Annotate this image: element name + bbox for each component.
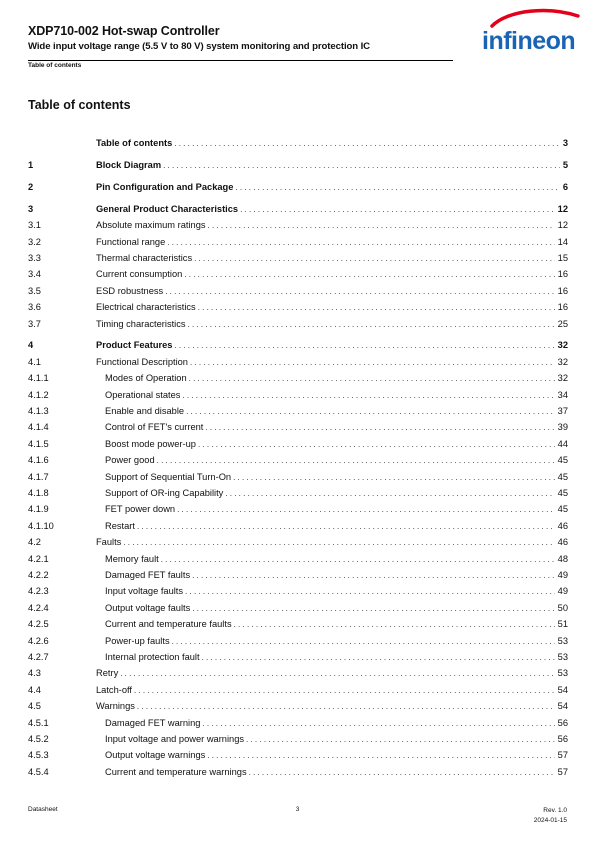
toc-entry-number: 3.3: [28, 252, 41, 263]
toc-dot-leader: [202, 717, 554, 731]
toc-entry[interactable]: [28, 180, 568, 194]
toc-entry[interactable]: [28, 420, 568, 434]
toc-entry-number: 4.5: [28, 701, 41, 712]
toc-entry-page: 5: [562, 159, 568, 170]
toc-entry-page: 32: [557, 340, 568, 351]
toc-entry-link[interactable]: [96, 251, 568, 266]
toc-entry-title: Table of contents: [96, 138, 173, 148]
toc-entry-link[interactable]: [105, 404, 568, 419]
footer-page-number: 3: [295, 806, 300, 813]
toc-entry-title: Power-up faults: [105, 635, 170, 646]
toc-entry-title: Memory fault: [105, 553, 159, 564]
header-divider: [28, 60, 453, 61]
toc-entry-page: 48: [557, 553, 568, 564]
toc-entry-link[interactable]: [96, 202, 568, 217]
toc-entry[interactable]: [28, 453, 568, 467]
toc-entry-link[interactable]: [96, 699, 568, 714]
toc-entry-link[interactable]: [96, 267, 568, 282]
toc-entry-title: Support of OR-ing Capability: [105, 488, 224, 498]
toc-entry-link[interactable]: [105, 502, 568, 517]
document-subtitle: Wide input voltage range (5.5 V to 80 V) system monitoring and protection IC: [28, 41, 370, 52]
document-title: XDP710-002 Hot-swap Controller: [28, 24, 220, 38]
toc-dot-leader: [207, 749, 554, 763]
toc-entry-number: 4.1.3: [28, 406, 49, 416]
toc-entry-number: 3.4: [28, 269, 41, 280]
toc-entry-page: 53: [557, 652, 568, 662]
toc-entry-page: 12: [557, 220, 568, 231]
toc-dot-leader: [174, 137, 560, 151]
toc-entry-page: 45: [557, 488, 568, 498]
toc-entry[interactable]: [28, 683, 568, 697]
toc-dot-leader: [202, 651, 555, 665]
toc-entry[interactable]: [28, 634, 568, 648]
toc-entry-title: Input voltage and power warnings: [105, 734, 245, 744]
toc-entry-title: Internal protection fault: [105, 652, 200, 662]
toc-entry-link[interactable]: [105, 470, 568, 485]
toc-entry-link[interactable]: [105, 486, 568, 501]
toc-entry-number: 4.1.4: [28, 422, 49, 433]
toc-entry-number: 4.2.5: [28, 619, 49, 630]
toc-entry-page: 49: [557, 570, 568, 580]
toc-entry-page: 56: [557, 734, 568, 744]
toc-entry-page: 51: [557, 619, 568, 630]
toc-entry-link[interactable]: [96, 355, 568, 370]
toc-entry[interactable]: [28, 617, 568, 631]
toc-entry-title: Warnings: [96, 701, 135, 712]
toc-entry-link[interactable]: [96, 136, 568, 151]
toc-entry-title: Block Diagram: [96, 159, 162, 170]
toc-dot-leader: [167, 236, 554, 250]
toc-entry-page: 16: [557, 269, 568, 280]
toc-entry-page: 39: [557, 422, 568, 433]
toc-entry-link[interactable]: [96, 180, 568, 195]
toc-entry-link[interactable]: [96, 666, 568, 681]
toc-entry-number: 4.1.2: [28, 389, 49, 400]
toc-entry-page: 3: [562, 138, 568, 148]
toc-dot-leader: [194, 252, 555, 266]
toc-dot-leader: [120, 667, 554, 681]
toc-entry-page: 56: [557, 717, 568, 728]
toc-entry-page: 6: [562, 181, 568, 192]
toc-entry-page: 32: [557, 356, 568, 367]
toc-entry-link[interactable]: [105, 650, 568, 665]
toc-dot-leader: [172, 635, 555, 649]
toc-entry-number: 4.2.1: [28, 553, 49, 564]
toc-entry-title: Timing characteristics: [96, 318, 186, 329]
toc-entry[interactable]: [28, 470, 568, 484]
toc-entry-link[interactable]: [105, 584, 568, 599]
toc-entry[interactable]: [28, 300, 568, 314]
toc-entry-link[interactable]: [96, 535, 568, 550]
toc-dot-leader: [198, 301, 555, 315]
toc-entry-number: 3.5: [28, 285, 41, 296]
toc-entry-number: 4.5.4: [28, 766, 49, 777]
toc-entry[interactable]: [28, 267, 568, 281]
toc-entry-number: 2: [28, 181, 34, 192]
toc-entry-number: 4.5.1: [28, 717, 49, 728]
toc-entry-title: Damaged FET faults: [105, 570, 191, 580]
toc-entry[interactable]: [28, 136, 568, 150]
footer-revision-block: [534, 806, 567, 826]
toc-entry-link[interactable]: [105, 420, 568, 435]
toc-entry-title: Pin Configuration and Package: [96, 181, 234, 192]
toc-entry[interactable]: [28, 765, 568, 779]
toc-dot-leader: [189, 372, 555, 386]
toc-entry-title: Input voltage faults: [105, 586, 184, 597]
toc-dot-leader: [184, 268, 554, 282]
toc-entry-link[interactable]: [96, 218, 568, 233]
toc-entry[interactable]: [28, 502, 568, 516]
toc-dot-leader: [233, 471, 555, 485]
toc-entry-title: Operational states: [105, 389, 181, 400]
infineon-logo: [478, 8, 588, 60]
toc-entry-link[interactable]: [105, 748, 568, 763]
toc-entry-link[interactable]: [105, 716, 568, 731]
toc-entry[interactable]: [28, 235, 568, 249]
toc-entry-title: Damaged FET warning: [105, 717, 201, 728]
breadcrumb: Table of contents: [28, 62, 82, 69]
toc-entry-title: Power good: [105, 455, 155, 466]
toc-entry[interactable]: [28, 437, 568, 451]
toc-entry-number: 4: [28, 340, 34, 351]
toc-entry[interactable]: [28, 338, 568, 352]
toc-entry-page: 16: [557, 285, 568, 296]
footer-date: 2024-01-15: [533, 817, 567, 824]
toc-entry-number: 4.1.6: [28, 455, 49, 466]
toc-entry-link[interactable]: [105, 453, 568, 468]
toc-entry-title: Product Features: [96, 340, 173, 351]
toc-dot-leader: [174, 339, 554, 353]
toc-entry-page: 37: [557, 406, 568, 416]
toc-entry[interactable]: [28, 584, 568, 598]
toc-entry-title: Latch-off: [96, 684, 133, 695]
toc-entry[interactable]: [28, 601, 568, 615]
toc-entry-number: 3.7: [28, 318, 41, 329]
toc-dot-leader: [157, 454, 555, 468]
toc-entry-number: 4.2.7: [28, 652, 49, 662]
toc-entry-number: 4.1.9: [28, 504, 49, 515]
toc-entry-title: FET power down: [105, 504, 176, 515]
toc-entry-title: Boost mode power-up: [105, 438, 196, 449]
toc-dot-leader: [235, 181, 559, 195]
toc-dot-leader: [205, 421, 554, 435]
toc-entry-link[interactable]: [105, 437, 568, 452]
toc-dot-leader: [234, 618, 555, 632]
toc-entry-page: 25: [557, 318, 568, 329]
toc-entry[interactable]: [28, 748, 568, 762]
toc-entry-title: Functional Description: [96, 356, 188, 367]
toc-entry-link[interactable]: [96, 683, 568, 698]
toc-entry-link[interactable]: [96, 235, 568, 250]
toc-entry-page: 45: [557, 455, 568, 466]
toc-dot-leader: [225, 487, 554, 501]
toc-dot-leader: [192, 602, 554, 616]
toc-entry[interactable]: [28, 716, 568, 730]
toc-entry-title: Thermal characteristics: [96, 252, 193, 263]
toc-entry-page: 50: [557, 602, 568, 613]
toc-dot-leader: [182, 389, 554, 403]
toc-entry-page: 45: [557, 504, 568, 515]
toc-entry-title: Faults: [96, 537, 122, 548]
toc-entry-number: 3.6: [28, 302, 41, 313]
toc-entry-title: Restart: [105, 520, 135, 531]
toc-dot-leader: [134, 684, 555, 698]
toc-entry-title: Current and temperature warnings: [105, 766, 247, 777]
toc-dot-leader: [185, 585, 555, 599]
toc-dot-leader: [198, 438, 555, 452]
toc-entry-title: Functional range: [96, 236, 166, 247]
toc-entry-title: Electrical characteristics: [96, 302, 196, 313]
toc-entry-page: 45: [557, 471, 568, 482]
toc-entry[interactable]: [28, 388, 568, 402]
toc-entry-page: 46: [557, 520, 568, 531]
toc-entry-number: 4.1: [28, 356, 41, 367]
toc-entry-link[interactable]: [105, 732, 568, 747]
toc-entry-page: 46: [557, 537, 568, 548]
toc-entry-link[interactable]: [105, 371, 568, 386]
toc-entry[interactable]: [28, 317, 568, 331]
toc-dot-leader: [246, 733, 555, 747]
toc-dot-leader: [123, 536, 554, 550]
toc-dot-leader: [192, 569, 555, 583]
document-header: [28, 24, 453, 52]
toc-entry-link[interactable]: [96, 284, 568, 299]
toc-dot-leader: [188, 318, 555, 332]
toc-entry-title: General Product Characteristics: [96, 203, 239, 214]
footer-revision: Rev. 1.0: [543, 807, 567, 814]
toc-entry-number: 1: [28, 159, 34, 170]
toc-dot-leader: [177, 503, 555, 517]
toc-entry-number: 4.1.8: [28, 488, 49, 498]
toc-entry-link[interactable]: [105, 568, 568, 583]
toc-entry[interactable]: [28, 202, 568, 216]
toc-entry-number: 4.5.2: [28, 734, 49, 744]
toc-entry-title: Output voltage warnings: [105, 750, 206, 761]
toc-entry[interactable]: [28, 218, 568, 232]
toc-dot-leader: [165, 285, 554, 299]
logo-arc: [492, 11, 578, 26]
toc-entry-number: 4.2.4: [28, 602, 49, 613]
toc-entry-number: 4.1.5: [28, 438, 49, 449]
toc-entry-link[interactable]: [105, 765, 568, 780]
toc-entry-link[interactable]: [105, 634, 568, 649]
toc-entry[interactable]: [28, 568, 568, 582]
toc-entry-title: Support of Sequential Turn-On: [105, 471, 232, 482]
toc-entry-number: 4.4: [28, 684, 41, 695]
toc-entry-page: 14: [557, 236, 568, 247]
toc-dot-leader: [137, 520, 555, 534]
toc-dot-leader: [190, 356, 555, 370]
toc-entry-number: 4.1.1: [28, 373, 49, 384]
toc-entry-title: Output voltage faults: [105, 602, 191, 613]
toc-entry-page: 44: [557, 438, 568, 449]
toc-entry-number: 4.2: [28, 537, 41, 548]
toc-entry-page: 16: [557, 302, 568, 313]
toc-dot-leader: [240, 203, 555, 217]
toc-entry-title: Control of FET's current: [105, 422, 204, 433]
toc-entry-title: Retry: [96, 668, 119, 679]
footer-doc-type: Datasheet: [28, 806, 58, 813]
toc-entry-link[interactable]: [96, 158, 568, 173]
toc-entry[interactable]: [28, 519, 568, 533]
toc-entry[interactable]: [28, 699, 568, 713]
toc-entry[interactable]: [28, 371, 568, 385]
toc-entry-link[interactable]: [96, 317, 568, 332]
toc-entry-link[interactable]: [105, 617, 568, 632]
toc-entry[interactable]: [28, 666, 568, 680]
toc-entry-page: 53: [557, 668, 568, 679]
toc-entry-number: 3: [28, 203, 34, 214]
toc-entry-title: Modes of Operation: [105, 373, 187, 384]
toc-entry-page: 57: [557, 766, 568, 777]
toc-entry-number: 4.5.3: [28, 750, 49, 761]
toc-dot-leader: [208, 219, 555, 233]
toc-entry-link[interactable]: [96, 300, 568, 315]
toc-entry[interactable]: [28, 552, 568, 566]
toc-entry-link[interactable]: [105, 519, 568, 534]
toc-entry-number: 4.2.2: [28, 570, 49, 580]
toc-entry[interactable]: [28, 251, 568, 265]
toc-entry-link[interactable]: [96, 338, 568, 353]
toc-entry-number: 4.2.3: [28, 586, 49, 597]
toc-entry-number: 4.2.6: [28, 635, 49, 646]
toc-entry-title: Current and temperature faults: [105, 619, 232, 630]
toc-entry-number: 4.1.7: [28, 471, 49, 482]
section-heading: Table of contents: [28, 98, 131, 112]
toc-dot-leader: [137, 700, 555, 714]
toc-entry[interactable]: [28, 355, 568, 369]
toc-entry-title: ESD robustness: [96, 285, 164, 296]
toc-entry[interactable]: [28, 404, 568, 418]
svg-text:infineon: infineon: [482, 27, 576, 55]
toc-entry-page: 49: [557, 586, 568, 597]
toc-dot-leader: [161, 553, 555, 567]
toc-entry[interactable]: [28, 732, 568, 746]
toc-entry-number: 3.1: [28, 220, 41, 231]
toc-entry-page: 34: [557, 389, 568, 400]
toc-entry[interactable]: [28, 535, 568, 549]
toc-entry-page: 57: [557, 750, 568, 761]
toc-entry-title: Current consumption: [96, 269, 183, 280]
toc-entry-link[interactable]: [105, 552, 568, 567]
toc-entry[interactable]: [28, 486, 568, 500]
toc-entry[interactable]: [28, 650, 568, 664]
toc-entry-page: 54: [557, 701, 568, 712]
toc-entry-link[interactable]: [105, 388, 568, 403]
toc-entry-page: 12: [557, 203, 568, 214]
toc-entry-title: Absolute maximum ratings: [96, 220, 206, 231]
toc-dot-leader: [249, 766, 555, 780]
toc-entry-page: 53: [557, 635, 568, 646]
toc-entry-page: 15: [557, 252, 568, 263]
toc-entry-title: Enable and disable: [105, 406, 185, 416]
toc-entry-number: 3.2: [28, 236, 41, 247]
toc-entry-number: 4.3: [28, 668, 41, 679]
toc-dot-leader: [186, 405, 555, 419]
toc-dot-leader: [163, 159, 560, 173]
toc-entry-page: 54: [557, 684, 568, 695]
toc-entry-page: 32: [557, 373, 568, 384]
toc-entry-number: 4.1.10: [28, 520, 54, 531]
toc-entry-link[interactable]: [105, 601, 568, 616]
toc-entry[interactable]: [28, 158, 568, 172]
toc-entry[interactable]: [28, 284, 568, 298]
